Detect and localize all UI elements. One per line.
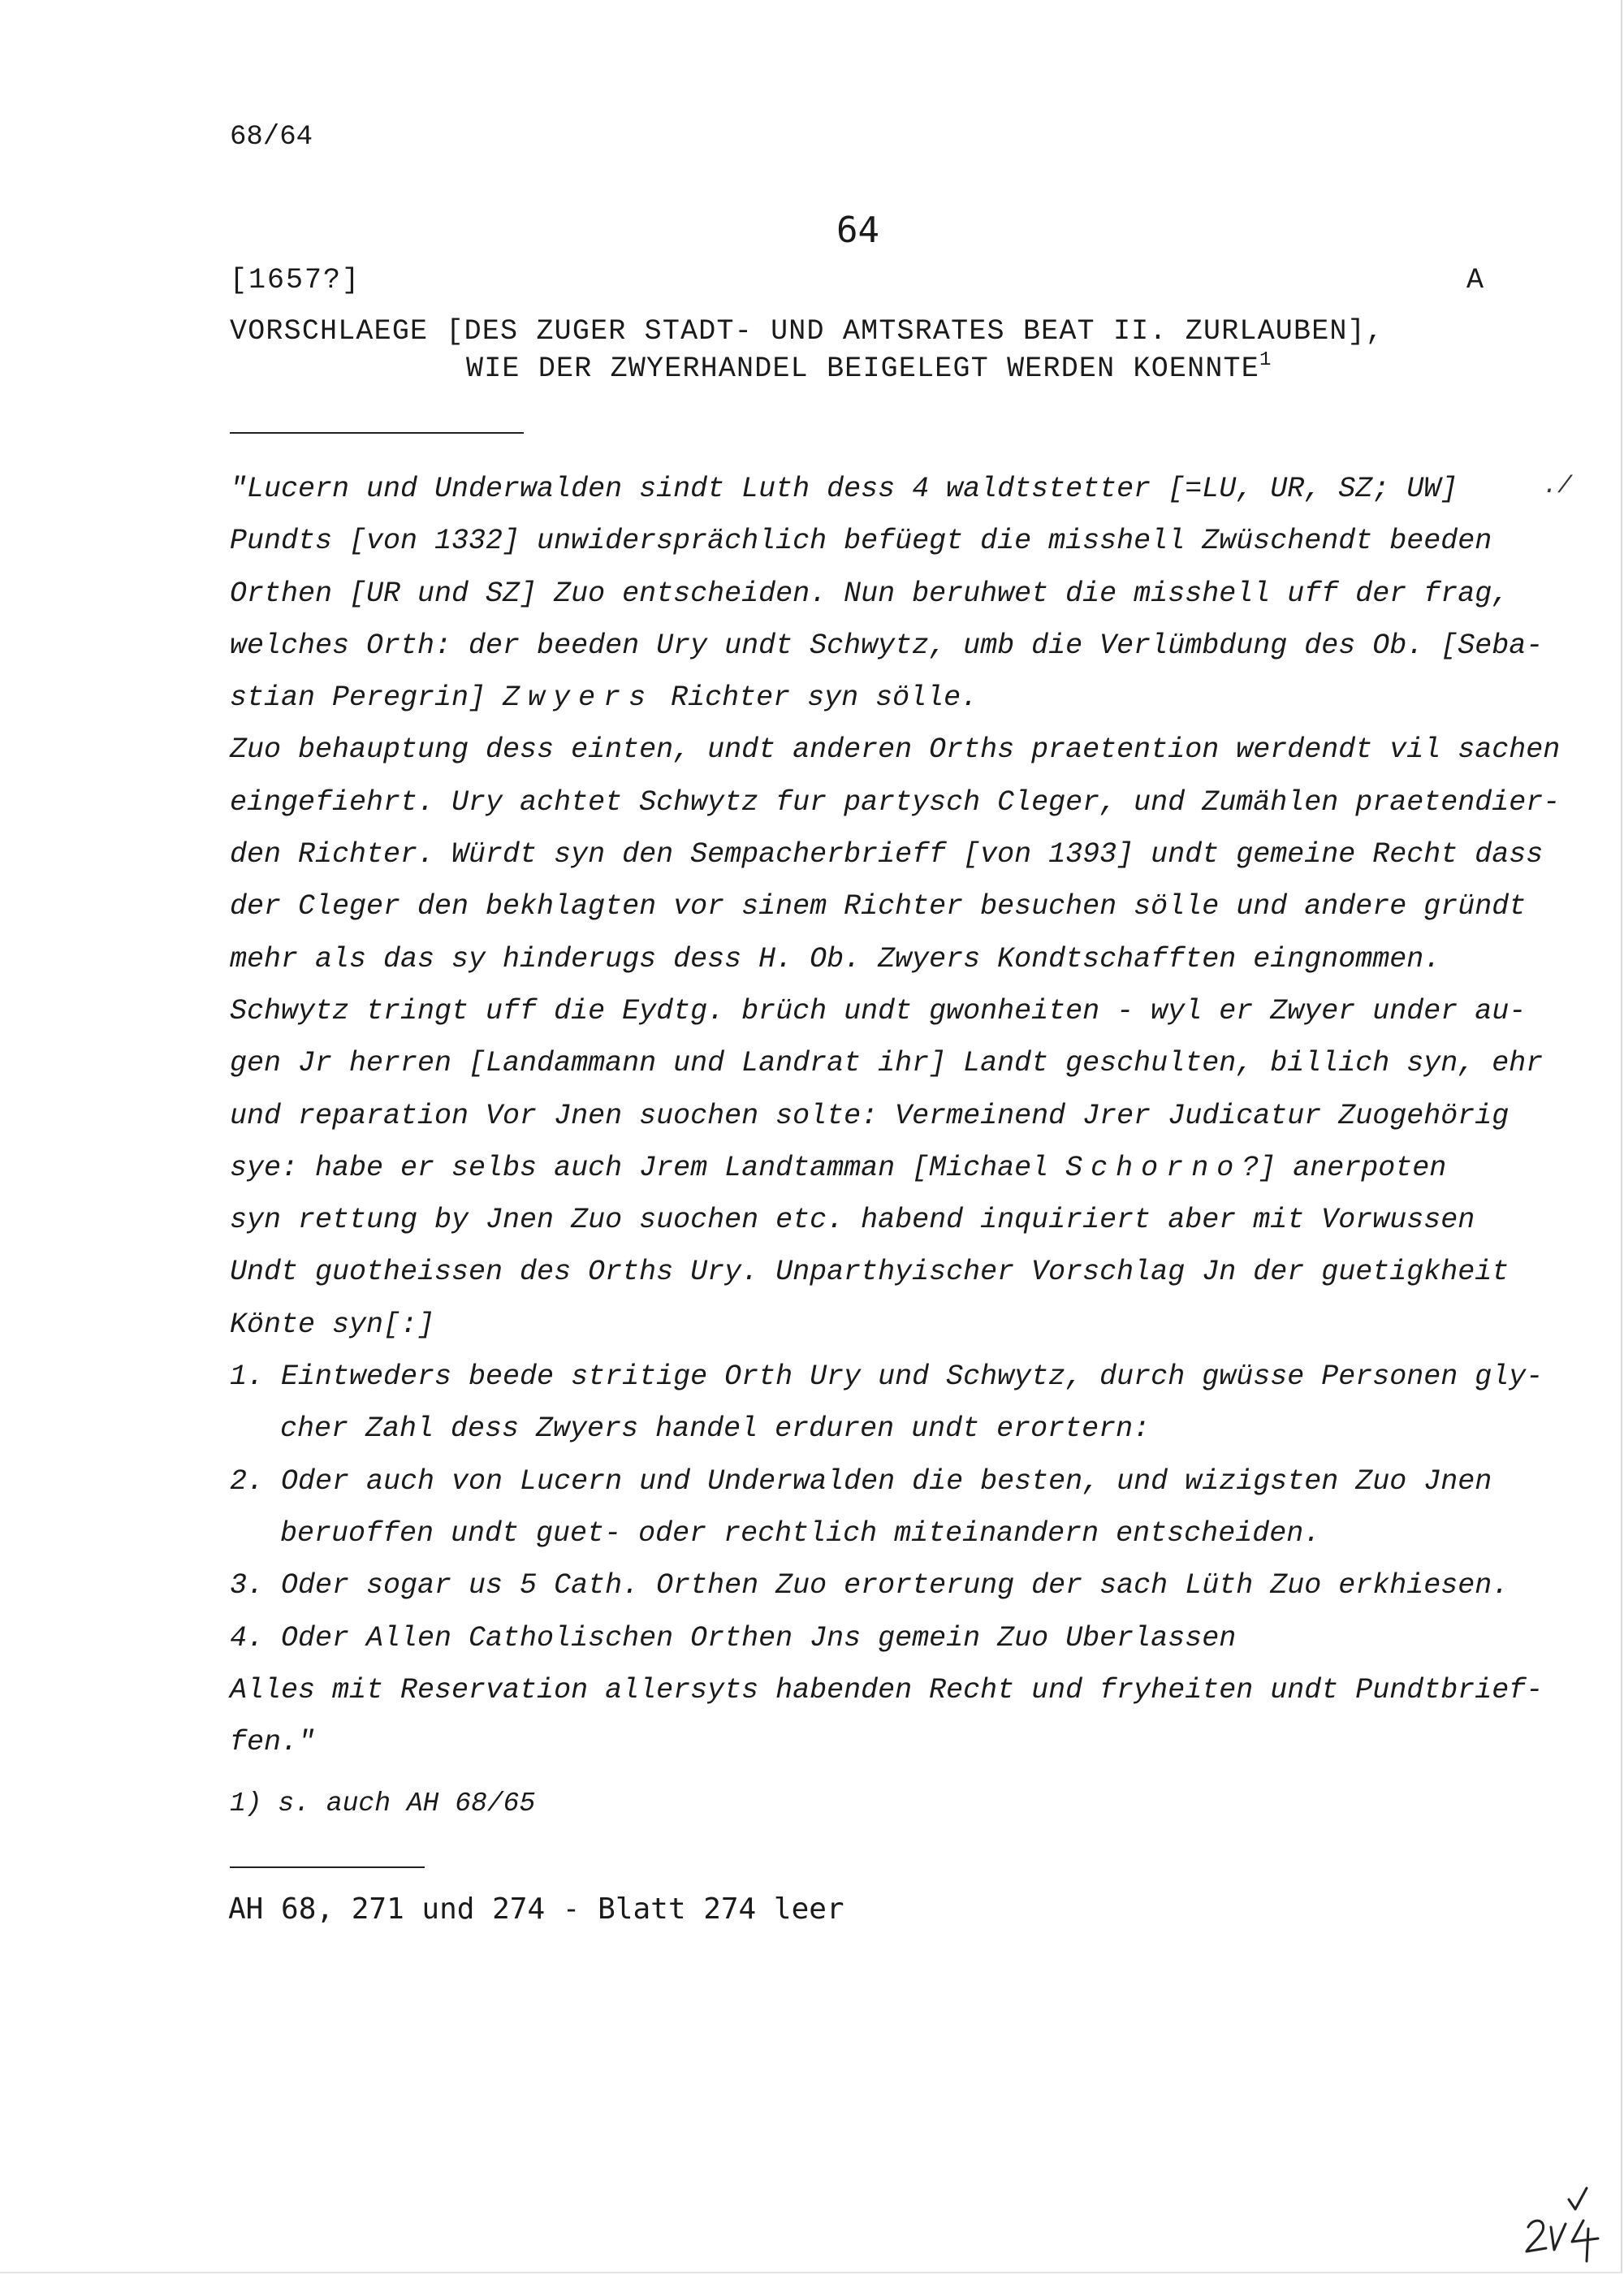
document-body [230, 463, 1561, 1768]
body-line-part: Richter syn sölle. [654, 681, 978, 715]
body-line: mehr als das sy hinderugs dess H. Ob. Zwyers Kondtschafften eingnommen. [230, 942, 1441, 975]
source-reference: AH 68, 271 und 274 - Blatt 274 leer [228, 1892, 844, 1926]
emphasized-name: Schorno [1065, 1151, 1242, 1184]
list-item: 1. Eintweders beede stritige Orth Ury und Schwytz, durch gwüsse Personen gly- [230, 1360, 1544, 1394]
document-title-line-2 [466, 349, 1272, 385]
header-divider [230, 432, 524, 434]
body-line [230, 1142, 1545, 1194]
list-item: 2. Oder auch von Lucern und Underwalden die besten, und wizigsten Zuo Jnen [230, 1464, 1492, 1498]
list-item: 4. Oder Allen Catholischen Orthen Jns gemein Zuo Uberlassen [230, 1621, 1237, 1654]
body-line: Könte syn[:] [230, 1308, 435, 1341]
body-line [230, 672, 1545, 724]
list-item-continuation: cher Zahl dess Zwyers handel erduren undt erortern: [280, 1412, 1151, 1446]
body-line: Orthen [UR und SZ] Zuo entscheiden. Nun beruhwet die misshell uff der frag, [230, 577, 1510, 610]
list-item: 3. Oder sogar us 5 Cath. Orthen Zuo erorterung der sach Lüth Zuo erkhiesen. [230, 1569, 1510, 1602]
document-title-line-1: VORSCHLAEGE [DES ZUGER STADT- UND AMTSRATES BEAT II. ZURLAUBEN], [230, 315, 1384, 348]
body-line: fen." [230, 1726, 316, 1759]
document-number: 64 [836, 210, 879, 251]
body-line: Undt guotheissen des Orths Ury. Unparthyischer Vorschlag Jn der guetigkheit [230, 1256, 1510, 1289]
footer-divider [230, 1866, 425, 1868]
body-line: und reparation Vor Jnen suochen solte: Vermeinend Jrer Judicatur Zuogehörig [230, 1099, 1510, 1132]
title-footnote-ref: 1 [1259, 349, 1272, 371]
handwritten-page-mark [1518, 2185, 1608, 2266]
file-reference: 68/64 [230, 122, 313, 153]
body-line: gen Jr herren [Landammann und Landrat ihr] Landt geschulten, billich syn, ehr [230, 1047, 1544, 1080]
list-item-continuation: beruoffen undt guet- oder rechtlich miteinandern entscheiden. [280, 1516, 1321, 1550]
emphasized-name: Zwyers [503, 681, 654, 715]
footnote: 1) s. auch AH 68/65 [230, 1788, 536, 1819]
document-date: [1657?] [230, 264, 361, 296]
body-line-part: stian Peregrin] [230, 681, 503, 715]
body-line-part: sye: habe er selbs auch Jrem Landtamman [Michael [230, 1151, 1066, 1184]
body-line: syn rettung by Jnen Zuo suochen etc. habend inquiriert aber mit Vorwussen [230, 1204, 1475, 1237]
body-line: Zuo behauptung dess einten, undt anderen Orths praetention werdendt vil sachen [230, 733, 1561, 767]
body-line: der Cleger den bekhlagten vor sinem Richter besuchen sölle und andere gründt [230, 890, 1527, 923]
title-line-2-text: WIE DER ZWYERHANDEL BEIGELEGT WERDEN KOENNTE [466, 352, 1259, 385]
body-line-part: ?] anerpoten [1242, 1151, 1447, 1184]
body-line: Pundts [von 1332] unwidersprächlich befüegt die misshell Zwüschendt beeden [230, 525, 1492, 558]
body-line: Schwytz tringt uff die Eydtg. brüch undt gwonheiten - wyl er Zwyer under au- [230, 994, 1527, 1027]
body-line: welches Orth: der beeden Ury undt Schwytz, umb die Verlümbdung des Ob. [Seba- [230, 629, 1544, 662]
body-line: den Richter. Würdt syn den Sempacherbrieff [von 1393] undt gemeine Recht dass [230, 838, 1544, 872]
body-line: Alles mit Reservation allersyts habenden Recht und fryheiten undt Pundtbrief- [230, 1673, 1544, 1706]
margin-mark: ./ [1543, 473, 1573, 500]
document-label: A [1466, 264, 1484, 296]
body-line: "Lucern und Underwalden sindt Luth dess 4 waldtstetter [=LU, UR, SZ; UW] [230, 473, 1458, 505]
body-line: eingefiehrt. Ury achtet Schwytz fur partysch Cleger, und Zumählen praetendier- [230, 785, 1561, 819]
